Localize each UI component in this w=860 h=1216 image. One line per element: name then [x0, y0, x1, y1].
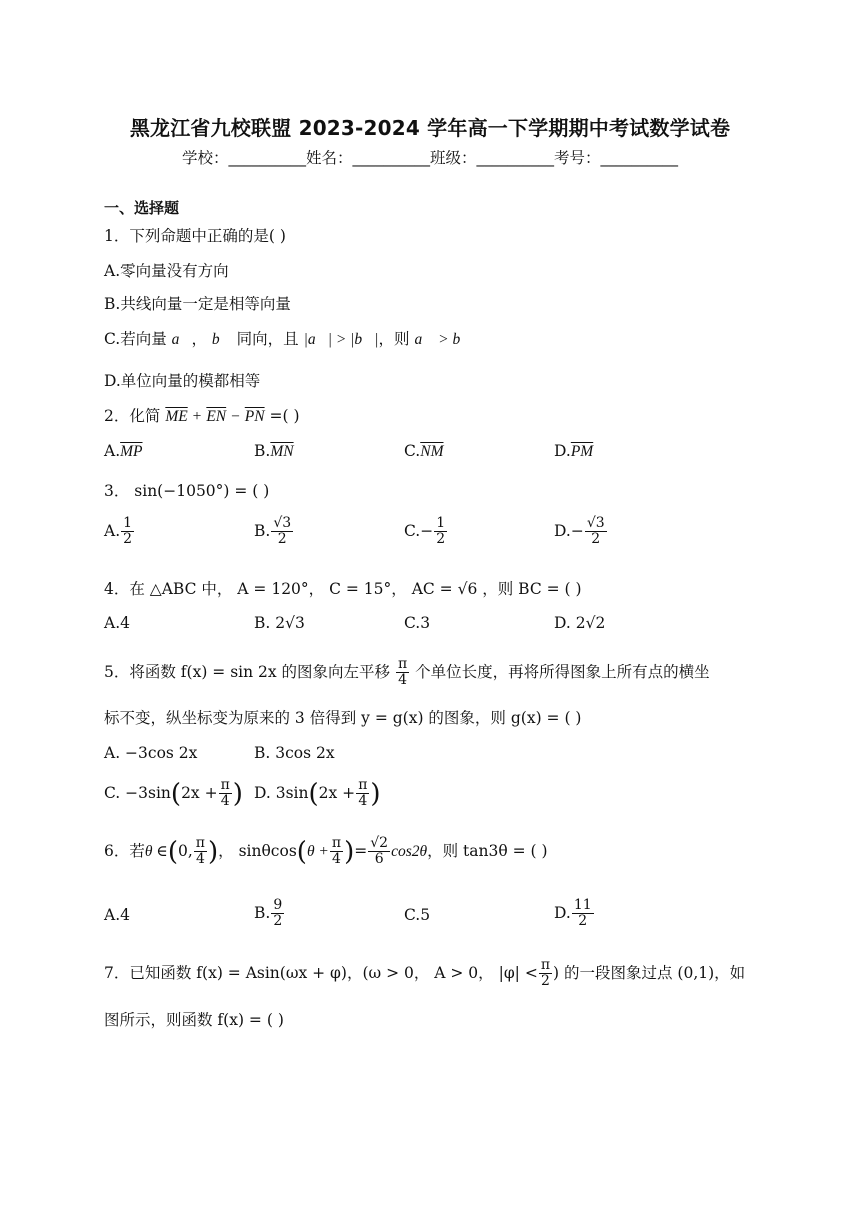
question-3-option-c: C.− $\frac{1}{2}$: [404, 515, 446, 548]
q1c-mid: 同向，且: [236, 330, 299, 348]
question-6-option-b: B. $\frac{9}{2}$: [254, 897, 283, 930]
question-6-option-c: C.5: [404, 906, 431, 924]
vector-en: $\overline{EN}$: [206, 408, 227, 425]
question-2-option-c: $C.\overline{NM}$: [404, 442, 444, 460]
q5-fraction: $\frac{\pi}{4}$: [398, 656, 408, 689]
question-3-stem: 3． sin(−1050°) = ( ): [104, 482, 270, 500]
q1c-prefix: C.若向量: [104, 330, 167, 348]
question-1-option-a: A.零向量没有方向: [104, 262, 229, 280]
question-2-stem: 2．化简 $\overline{ME} + \overline{EN} - \overline{PN}$ =( ): [104, 407, 300, 425]
question-6-stem: 6．若θ ∈(0, $\frac{\pi}{4}$ )， sinθcos(θ + $\frac{\pi}{4}$ )= $\frac{√2}{6}$ cos2θ，则 tan3θ = ( ): [104, 835, 548, 868]
question-5-option-b: B. 3cos 2x: [254, 744, 335, 762]
question-6-option-d: D. $\frac{11}{2}$: [554, 897, 592, 930]
q2-prefix: 2．化简: [104, 407, 161, 425]
question-5-option-d: D. 3sin(2x + $\frac{\pi}{4}$ ): [254, 777, 381, 810]
question-1-option-d: D.单位向量的模都相等: [104, 372, 261, 390]
vector-a: a⃗: [171, 331, 192, 348]
question-2-option-d: $D.\overline{PM}$: [554, 442, 594, 460]
q1c-then: ，则: [378, 330, 410, 348]
question-6-option-a: A.4: [104, 906, 130, 924]
question-3-option-d: D.− $\frac{√3}{2}$: [554, 515, 605, 548]
question-3-option-a: A. $\frac{1}{2}$: [104, 515, 133, 548]
q1c-inequality: |a⃗| > |b⃗|: [303, 331, 379, 348]
question-5-option-c: C. −3sin(2x + $\frac{\pi}{4}$ ): [104, 777, 243, 810]
question-5-line-1: 5．将函数 f(x) = sin 2x 的图象向左平移 $\frac{\pi}{4}$ 个单位长度，再将所得图象上所有点的横坐: [104, 656, 710, 689]
question-4-option-b: B. 2√3: [254, 614, 305, 632]
vector-pn: $\overline{PN}$: [244, 408, 265, 425]
question-1-option-c: C.若向量 a⃗， b⃗ 同向，且 |a⃗| > |b⃗|，则 a⃗ > b⃗: [104, 330, 473, 348]
section-heading: 一、选择题: [104, 199, 180, 217]
question-2-option-a: $A.\overline{MP}$: [104, 442, 143, 460]
question-4-option-d: D. 2√2: [554, 614, 606, 632]
question-2-option-b: $B.\overline{MN}$: [254, 442, 294, 460]
question-4-stem: 4．在 △ABC 中， A = 120°， C = 15°， AC = √6 ，则 BC = ( ): [104, 580, 582, 598]
question-7-line-1: 7．已知函数 f(x) = Asin(ωx + φ)，(ω > 0， A > 0， |φ| < $\frac{\pi}{2}$ ) 的一段图象过点 (0,1)，如: [104, 957, 746, 990]
student-info-line: 学校：__________姓名：__________班级：__________考号：__________: [181, 149, 678, 167]
question-5-option-a: A. −3cos 2x: [104, 744, 198, 762]
question-1-option-b: B.共线向量一定是相等向量: [104, 295, 291, 313]
question-3-option-b: B. $\frac{√3}{2}$: [254, 515, 292, 548]
question-4-option-a: A.4: [104, 614, 130, 632]
vector-b: b⃗: [211, 331, 232, 348]
q2-suffix: =( ): [269, 407, 300, 425]
question-1-stem: 1．下列命题中正确的是( ): [104, 227, 286, 245]
exam-title: 黑龙江省九校联盟 2023-2024 学年高一下学期期中考试数学试卷: [129, 116, 731, 140]
q1c-conclusion: a⃗ > b⃗: [414, 331, 473, 348]
vector-me: $\overline{ME}$: [165, 408, 188, 425]
question-5-line-2: 标不变，纵坐标变为原来的 3 倍得到 y = g(x) 的图象，则 g(x) = ( ): [104, 709, 582, 727]
question-4-option-c: C.3: [404, 614, 431, 632]
question-7-line-2: 图所示，则函数 f(x) = ( ): [104, 1011, 284, 1029]
